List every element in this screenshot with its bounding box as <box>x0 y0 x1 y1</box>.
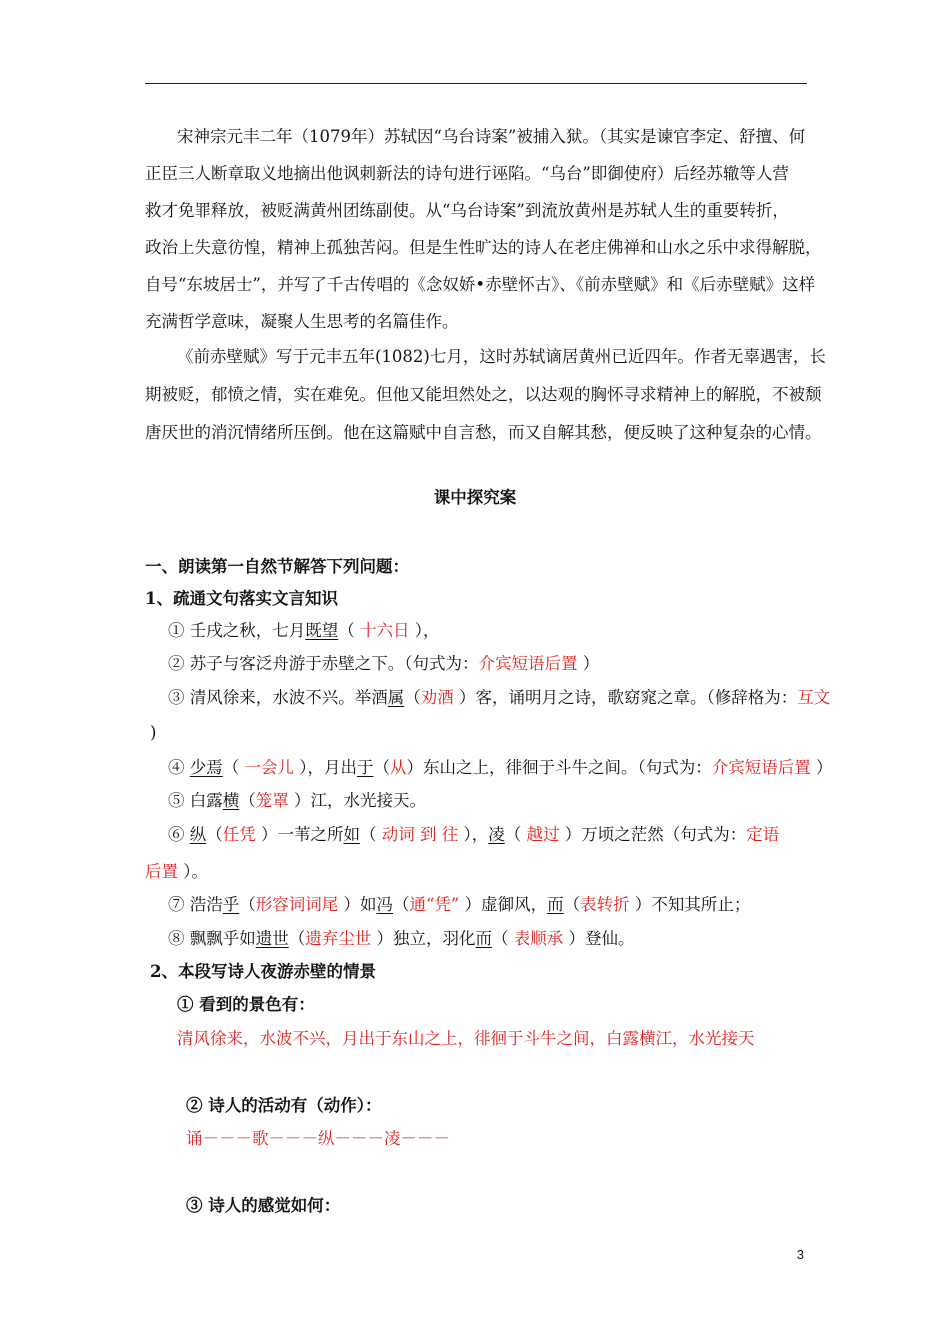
item-text: ）， <box>414 621 440 640</box>
answer-text: 遗弃尘世 <box>305 929 372 948</box>
item-text: ） <box>810 758 833 777</box>
answer-text: 清风徐来，水波不兴，月出于东山之上，徘徊于斗牛之间，白露横江，水光接天 <box>177 1029 755 1048</box>
item-text: （ <box>404 688 421 707</box>
item-text: （ <box>288 929 306 948</box>
intro-p1-line: 宋神宗元丰二年（1079年）苏轼因“乌台诗案”被捕入狱。（其实是谏官李定、舒擅、何 <box>177 127 806 146</box>
answer-text: 后置 <box>145 862 178 881</box>
item-text: ）江，水光接天。 <box>288 791 426 810</box>
intro-p2-line: 《前赤壁赋》写于元丰五年(1082)七月，这时苏轼谪居黄州已近四年。作者无辜遇害，长 <box>177 347 826 366</box>
item-text: （ <box>492 929 514 948</box>
answer-text: 表转折 <box>580 895 630 914</box>
exercise-item <box>168 757 833 779</box>
subquestion-heading: 1、疏通文句落实文言知识 <box>145 589 338 608</box>
item-text: ④ <box>168 758 190 777</box>
exercise-item <box>168 620 440 642</box>
item-text: （ <box>504 825 527 844</box>
item-text: （ <box>393 895 410 914</box>
underlined-word: 凌 <box>488 825 505 844</box>
item-text: ） <box>577 654 600 673</box>
answer-text: 形容词词尾 <box>255 895 339 914</box>
answer-text: 笼罩 <box>255 791 289 810</box>
underlined-word: 遗世 <box>255 929 289 948</box>
item-text: ⑧ 飘飘乎如 <box>168 929 256 948</box>
sub-heading: ① 看到的景色有： <box>177 995 315 1014</box>
answer-text: 互文 <box>797 688 831 707</box>
exercise-item <box>168 928 635 950</box>
item-text: ），月出 <box>294 758 357 777</box>
underlined-word: 属 <box>387 688 405 707</box>
answer-text: 一会儿 <box>244 758 294 777</box>
item-text: ）如 <box>338 895 377 914</box>
item-text: （ <box>222 758 245 777</box>
item-text: ) <box>150 723 157 742</box>
sub-heading: ② 诗人的活动有（动作）： <box>186 1096 382 1115</box>
underlined-word: 少焉 <box>189 758 223 777</box>
exercise-item <box>168 653 599 675</box>
item-text: ⑦ 浩浩 <box>168 895 223 914</box>
item-text: ）独立，羽化 <box>371 929 476 948</box>
answer-text: 劝酒 <box>420 688 454 707</box>
item-text: ⑥ <box>168 825 190 844</box>
underlined-word: 于 <box>357 758 374 777</box>
answer-text: 越过 <box>526 825 560 844</box>
item-text: ）客，诵明月之诗，歌窈窕之章。（修辞格为： <box>453 688 798 707</box>
item-text: ）虚御风， <box>459 895 548 914</box>
item-text: （ <box>373 758 390 777</box>
item-text: （ <box>360 825 382 844</box>
exercise-item <box>168 894 750 916</box>
underlined-word: 既望 <box>305 621 339 640</box>
intro-p1-line: 充满哲学意味，凝聚人生思考的名篇佳作。 <box>145 312 459 331</box>
underlined-word: 而 <box>547 895 564 914</box>
exercise-item <box>168 824 779 846</box>
section-title: 课中探究案 <box>433 488 517 507</box>
intro-p1-line: 救才免罪释放，被贬满黄州团练副使。从“乌台诗案”到流放黄州是苏轼人生的重要转折， <box>145 201 789 220</box>
answer-text: 介宾短语后置 <box>711 758 811 777</box>
item-text: （ <box>206 825 223 844</box>
answer-text: 任凭 <box>222 825 256 844</box>
item-text: ① 壬戌之秋，七月 <box>168 621 306 640</box>
item-text: ）东山之上，徘徊于斗牛之间。（句式为： <box>406 758 712 777</box>
underlined-word: 纵 <box>189 825 207 844</box>
answer-text: 从 <box>390 758 407 777</box>
intro-p1-line: 自号“东坡居士”，并写了千古传唱的《念奴娇•赤壁怀古》、《前赤壁赋》和《后赤壁赋》这样 <box>145 275 816 294</box>
item-text: ）。 <box>178 862 208 881</box>
item-text: ⑤ 白露 <box>168 791 223 810</box>
underlined-word: 如 <box>343 825 360 844</box>
intro-p2-line: 期被贬，郁愤之情，实在难免。但他又能坦然处之，以达观的胸怀寻求精神上的解脱，不被颓 <box>145 385 822 404</box>
page-number: 3 <box>796 1247 804 1262</box>
item-text: （ <box>338 621 355 640</box>
exercise-item <box>168 687 830 709</box>
underlined-word: 横 <box>222 791 240 810</box>
header-rule <box>145 83 807 84</box>
exercise-item <box>168 790 426 812</box>
question-heading: 一、朗读第一自然节解答下列问题： <box>145 557 409 576</box>
item-text: （ <box>563 895 581 914</box>
item-text: ）登仙。 <box>563 929 635 948</box>
item-text: ）， <box>458 825 489 844</box>
answer-text: 介宾短语后置 <box>478 654 578 673</box>
item-text: ）万顷之茫然（句式为： <box>559 825 747 844</box>
item-text: ③ 清风徐来，水波不兴。举酒 <box>168 688 388 707</box>
item-text: （ <box>239 791 256 810</box>
answer-text: 表顺承 <box>513 929 564 948</box>
item-text: ）不知其所止； <box>629 895 751 914</box>
sub-heading: ③ 诗人的感觉如何： <box>186 1196 341 1215</box>
underlined-word: 乎 <box>222 895 240 914</box>
answer-text: 通“凭” <box>409 895 460 914</box>
answer-text: 动词 到 往 <box>381 825 459 844</box>
item-text: （ <box>239 895 256 914</box>
underlined-word: 而 <box>475 929 492 948</box>
intro-p1-line: 政治上失意彷惶，精神上孤独苦闷。但是生性旷达的诗人在老庄佛禅和山水之乐中求得解脱， <box>145 238 822 257</box>
intro-p1-line: 正臣三人断章取义地摘出他讽刺新法的诗句进行诬陷。“乌台”即御使府）后经苏辙等人营 <box>145 164 789 183</box>
answer-text: 诵－－－歌－－－纵－－－凌－－－ <box>186 1129 450 1148</box>
answer-text: 定语 <box>746 825 780 844</box>
item-text: ）一苇之所 <box>255 825 344 844</box>
subquestion-heading: 2、本段写诗人夜游赤壁的情景 <box>150 962 376 981</box>
answer-text: 十六日 <box>354 621 415 640</box>
intro-p2-line: 唐厌世的消沉情绪所压倒。他在这篇赋中自言愁，而又自解其愁，便反映了这种复杂的心情。 <box>145 423 822 442</box>
item-text: ② 苏子与客泛舟游于赤壁之下。（句式为： <box>168 654 479 673</box>
underlined-word: 冯 <box>376 895 393 914</box>
exercise-item-continuation <box>145 861 208 883</box>
